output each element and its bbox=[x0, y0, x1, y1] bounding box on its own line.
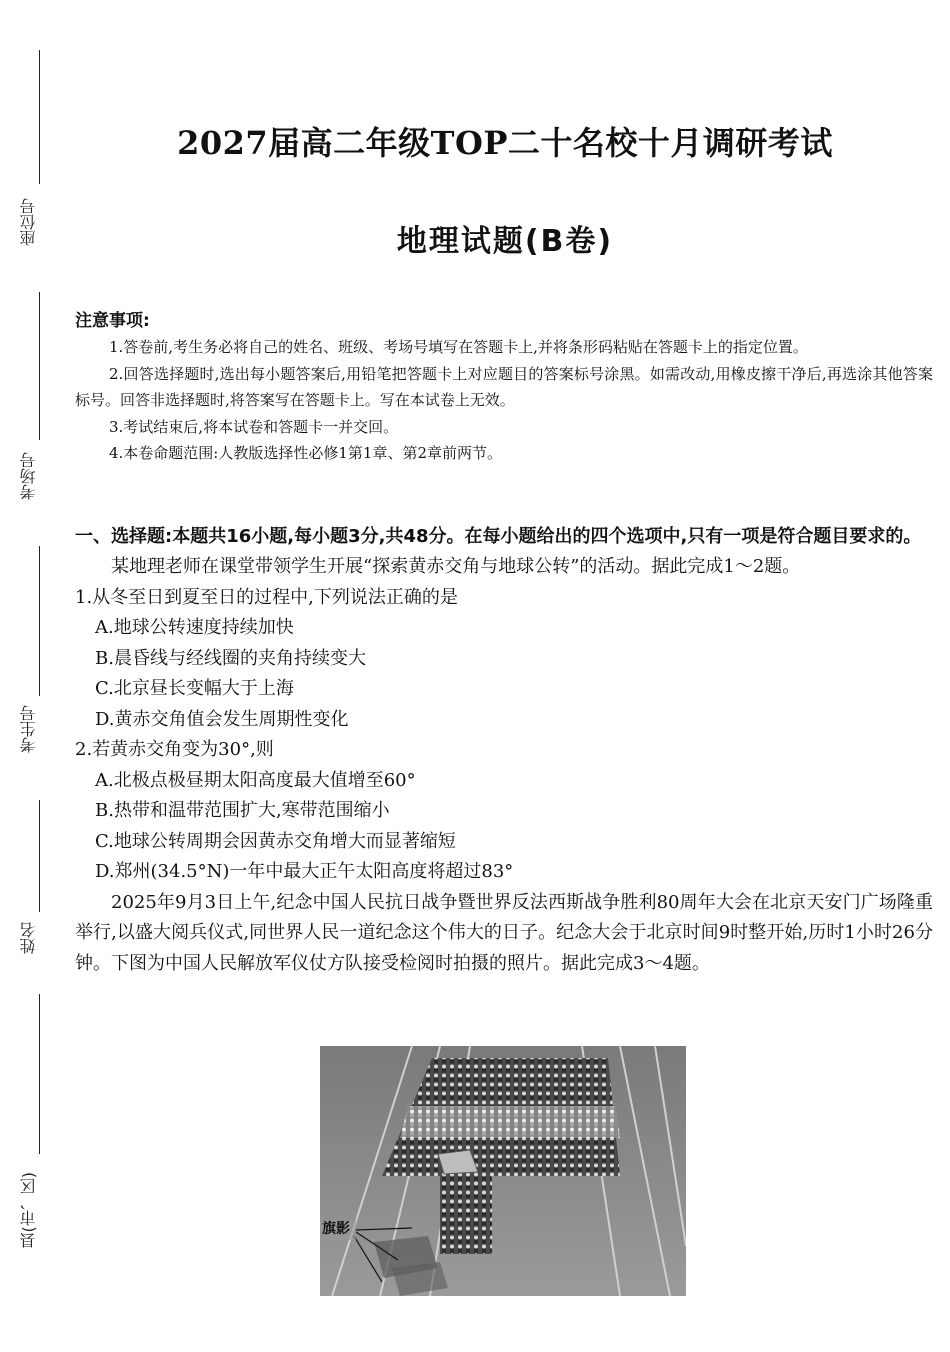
section-heading: 一、选择题:本题共16小题,每小题3分,共48分。在每小题给出的四个选项中,只有一项是符合题目要求的。 bbox=[75, 526, 922, 547]
question-2-stem: 2.若黄赤交角变为30°,则 bbox=[75, 739, 274, 760]
question-1-option-c: C.北京昼长变幅大于上海 bbox=[95, 678, 294, 699]
intro-questions-3-4: 2025年9月3日上午,纪念中国人民抗日战争暨世界反法西斯战争胜利80周年大会在北京天安门广场隆重举行,以盛大阅兵仪式,同世界人民一道纪念这个伟大的日子。纪念大会于北京时间9时整开始,历时1小时26分钟。下图为中国人民解放军仪仗方队接受检阅时拍摄的照片。据此完成3～4题。 bbox=[75, 891, 933, 974]
question-2-option-a: A.北极点极昼期太阳高度最大值增至60° bbox=[95, 769, 416, 791]
question-2-option-b: B.热带和温带范围扩大,寒带范围缩小 bbox=[95, 800, 390, 821]
question-1-option-d: D.黄赤交角值会发生周期性变化 bbox=[95, 708, 349, 730]
exam-title: 2027届高二年级TOP二十名校十月调研考试 bbox=[177, 124, 833, 162]
county-label: 县(市、区) bbox=[19, 1172, 38, 1249]
notice-item-3: 3.考试结束后,将本试卷和答题卡一并交回。 bbox=[109, 417, 399, 436]
exam-room-label: 考场号 bbox=[19, 452, 38, 500]
binding-line-2 bbox=[39, 292, 40, 440]
section-one bbox=[75, 522, 933, 979]
binding-line-1 bbox=[39, 50, 40, 184]
intro-questions-1-2: 某地理老师在课堂带领学生开展“探索黄赤交角与地球公转”的活动。据此完成1～2题。 bbox=[111, 556, 801, 577]
binding-line-4 bbox=[39, 800, 40, 912]
question-2-option-c: C.地球公转周期会因黄赤交角增大而显著缩短 bbox=[95, 830, 456, 852]
name-label: 姓名 bbox=[19, 922, 38, 954]
parade-photo bbox=[320, 1046, 686, 1296]
question-1-option-a: A.地球公转速度持续加快 bbox=[95, 617, 294, 638]
question-1-stem: 1.从冬至日到夏至日的过程中,下列说法正确的是 bbox=[75, 586, 458, 608]
notice-item-2: 2.回答选择题时,选出每小题答案后,用铅笔把答题卡上对应题目的答案标号涂黑。如需改动,用橡皮擦干净后,再选涂其他答案标号。回答非选择题时,将答案写在答题卡上。写在本试卷上无效。 bbox=[75, 364, 933, 409]
notice-list bbox=[75, 334, 933, 467]
question-1-option-b: B.晨昏线与经线圈的夹角持续变大 bbox=[95, 647, 366, 669]
lead-column bbox=[440, 1176, 492, 1254]
notice-heading: 注意事项: bbox=[75, 311, 150, 331]
binding-line-3 bbox=[39, 546, 40, 696]
notice-item-1: 1.答卷前,考生务必将自己的姓名、班级、考场号填写在答题卡上,并将条形码粘贴在答题卡上的指定位置。 bbox=[109, 338, 808, 356]
student-number-label: 考生号 bbox=[19, 705, 38, 753]
flag-shadow-label: 旗影 bbox=[322, 1221, 350, 1237]
parade-photo-graphic bbox=[320, 1046, 686, 1296]
exam-subtitle: 地理试题(B卷) bbox=[396, 224, 614, 259]
formation-light-band bbox=[400, 1106, 620, 1138]
seat-number-label: 座位号 bbox=[19, 198, 38, 246]
question-2-option-d: D.郑州(34.5°N)一年中最大正午太阳高度将超过83° bbox=[95, 861, 514, 882]
notice-item-4: 4.本卷命题范围:人教版选择性必修1第1章、第2章前两节。 bbox=[109, 444, 502, 462]
binding-line-5 bbox=[39, 994, 40, 1154]
